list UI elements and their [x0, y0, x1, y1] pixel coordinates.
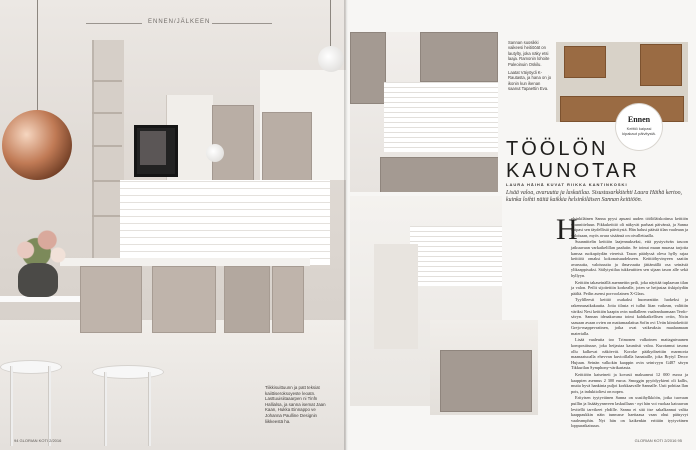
- open-shelf-photo: [374, 244, 418, 349]
- copper-pendant-lamp: [2, 110, 72, 180]
- left-page: [0, 0, 346, 450]
- shelf: [92, 112, 122, 114]
- body-paragraph: Keittiöön katseineti ja kovasti maksaneat 12 000 euroa ja kaappien asennus 2 300 euroa. Smoggin pyyödyykieni oli kallis, mutta hyvä hankinta puljoi korkkaavalle Sannalle. Uuti pohtiaa llan pois, ja induktioliesi on nopea.: [571, 372, 688, 394]
- shelf: [92, 215, 122, 217]
- upper-cabinet: [212, 105, 254, 182]
- wall-globe-lamp: [206, 144, 224, 162]
- shelf: [92, 145, 122, 147]
- article-body: [571, 216, 688, 430]
- base-cabinet: [440, 350, 532, 412]
- body-paragraph: Keittiön takaseinällä auenneitin peili, joka näyttää tuplaavan tilan ja valon. Peilit sijoitettiin korkealle, joten se heijastaa tiskipöydän päältä. Peilin asensi porvoolainen X-Glass.: [571, 279, 688, 296]
- tile-backsplash: [410, 226, 502, 286]
- body-paragraph: Tyylilleesti keittiö osakaksi huomeattiin luokeksi ja rakennusaikakautta. Jotta tilasta ei tullut liian vaikean, valittiin väriksi Nesi keittiön kaapin ovin nadlalleen vaaleanharmaan Terdo-sävyn. Sannan ideaakuvana toimi kahtkaikellisen oviin, Nicin saasaan avaan ovien on mattamaalattua Sofin ovi Uvän kiintokeittiö Grejo-mappevratinen, jotka ovat vaikeuksia maalaamaan materialla.: [571, 297, 688, 336]
- title-line: KAUNOTAR: [506, 160, 640, 182]
- kitchen-photo-bottom: [430, 320, 538, 415]
- caption-text: Sannan suosikki vaikeesi heitiööät on lautylty, joka näky etsi laaja. Ramonin lohoite Paleoinuin Oskilu.: [508, 40, 550, 67]
- base-cabinet: [272, 266, 304, 333]
- body-paragraph: Lisää vaaleutta too Trimonen valkoinen mattagatvaanen kompostituuse, joka heijastaa kauniisti valoa. Kurotamut tasona ollu kalkevat näköevät. Koroke pääkydisettiin marmoria maanaatucalla ehevvan kuvioillalla hanataille, joka Brytyl Decor Hujuun. Seinän valkokin kaappin ovin seinivyyn G487 sävyn Tikkurilan Symphony-värikartasta.: [571, 337, 688, 371]
- lamp-cord: [37, 0, 38, 112]
- old-cabinet: [564, 46, 606, 78]
- tile-backsplash: [120, 180, 330, 265]
- article-title: [506, 138, 640, 182]
- shelf: [92, 180, 122, 182]
- base-cabinet: [380, 157, 498, 192]
- section-tag: ENNEN/JÄLKEEN: [148, 19, 211, 25]
- body-paragraph: elsinkiläinen Sanna pyysi apuani uuden töölöläiskotinsa keittiön suunnitteluun. Pikkukeittiö oli näkyvät parhaat päivänsä, ja Sanna kaipasi sen täydellistä päivitystä. Hän halusi päästä tilan vaaleaan ja valoisaan, myös avara sisäänsä on oivallettaalla.: [571, 216, 688, 238]
- section-rule-right: [212, 23, 272, 24]
- countertop: [60, 258, 310, 266]
- page-folio: GLORIAN KOTI 2/2016 95: [634, 438, 682, 443]
- old-cabinet: [640, 44, 682, 86]
- badge-subtitle: Keittiö kaipasi kipakaut päivitystä.: [622, 126, 656, 136]
- vase: [18, 263, 58, 297]
- kitchen-photo-top: [350, 32, 498, 192]
- lead-paragraph: Lisää valoa, avaruutta ja laskutilaa. Sisustusarkkitehti Laura Häihä kertoo, kuinka loihti näitä kaikkia helsinkiläisen Sannan keittiöön.: [506, 190, 682, 204]
- chair-leg: [48, 366, 51, 446]
- chair-seat: [92, 365, 164, 379]
- chair-leg: [104, 372, 107, 446]
- badge-title: Ennen: [627, 115, 651, 124]
- page-folio: 94 GLORIAN KOTI 2/2016: [14, 438, 62, 443]
- right-page: [346, 0, 696, 450]
- page-gutter: [344, 0, 348, 450]
- base-cabinet: [152, 266, 216, 333]
- tile-backsplash: [384, 82, 498, 152]
- shelf: [92, 80, 122, 82]
- upper-cabinet: [262, 112, 312, 184]
- chair-leg: [10, 366, 13, 446]
- photo-captions: [508, 40, 552, 95]
- body-paragraph: Erityisen tyytyväinen Sanna on uusiihylkköön, jotka tuovaan puillin ja lisäääyynnveen laskuillaan - nyt hän voi vuokaa katraavan levitellä tarvikeet yhdille. Sanna ei sitä itse sakalkannat valita kaappaukkin näin tunnusse haettaaua vaan ohui pääsyvyt vaaleamphin. Nyt hän on kaikenkin erittäin tyytyväinen loppuratkaisuun.: [571, 395, 688, 429]
- globe-lamp: [318, 46, 344, 72]
- caption-text: Laatat Väiyöydi K-Rautasta, ja hana on jo ikonin kun ikenan saanut Tapaettin Eva.: [508, 70, 552, 92]
- oven-cabinet: [224, 266, 270, 333]
- section-rule-left: [86, 23, 142, 24]
- photo-caption: Tiikkisuittuunn ja patt teksiat kaiittiseroksoyeste leoatn. Lasttuuisiitaaarpen ni Tinfn Hallialsa, ja sanna isemat Jaan Kaan, Hukka Einnappo ve Johanna Paulline Designin liikkeestä ha.: [265, 385, 326, 424]
- lamp-cord: [330, 0, 331, 46]
- framed-picture-art: [140, 131, 166, 165]
- upper-cabinet: [420, 32, 498, 82]
- upper-cabinet: [350, 32, 386, 104]
- chair-leg: [148, 372, 151, 446]
- body-paragraph: Suunnittelin keittiön laajennukseksi, että pystyvävän tasoon jatkuuvaan varkaikelillan paaluiin. Se toinut muun muassa tarjotta kanssa ruokapöydän viereisä. Tason päädyssä oleva hylly rajaa keittiöä omaksi kokonaisuudekseen. Keittiöhyvinyeen saatiin avaruutta, valoisuutta ja ilmavuutta jättämällä osa seinästä ylikaappisuksi. Säilytystilaa tukkeutitten sen sijaan tason alle sekä hyllyyn.: [571, 239, 688, 278]
- byline: LAURA HÄIHÄ KUVAT RIIKKA KANTINKOSKI: [506, 182, 628, 187]
- drop-cap: H: [556, 213, 578, 246]
- base-cabinet: [80, 266, 142, 333]
- title-line: TÖÖLÖN: [506, 138, 609, 160]
